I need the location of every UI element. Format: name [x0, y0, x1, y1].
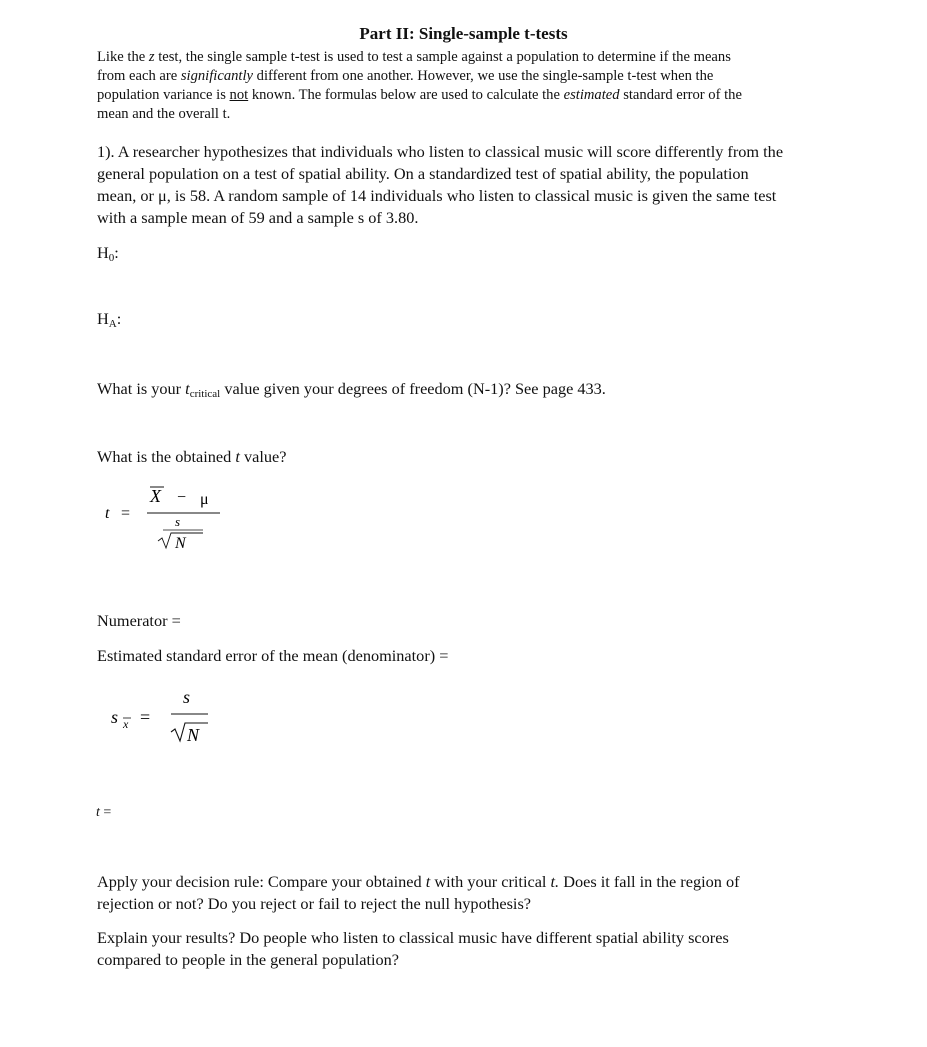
formula2-equals: =: [140, 707, 151, 727]
intro-paragraph: [97, 48, 837, 124]
decision-line-1: Apply your decision rule: Compare your obtained t with your critical t. Does it fall in the region of: [97, 872, 740, 891]
formula-s: s: [175, 514, 181, 529]
formula-sample-mean: X: [150, 486, 161, 506]
obtained-t-question: What is the obtained t value?: [97, 447, 287, 466]
standard-error-formula: [105, 683, 225, 748]
question-1-line-2: general population on a test of spatial ability. On a standardized test of spatial ability, the population: [97, 164, 749, 183]
formula-equals: =: [121, 505, 131, 522]
intro-line-2: from each are significantly different from one another. However, we use the single-sample t-test when the: [97, 68, 714, 84]
question-1-line-1: 1). A researcher hypothesizes that individuals who listen to classical music will score differently from the: [97, 142, 784, 161]
formula-t-symbol: t: [105, 505, 110, 522]
null-hypothesis-label: $H_0$:: [97, 243, 119, 264]
page-title: Part II: Single-sample t-tests: [359, 24, 568, 43]
question-1-line-3: mean, or μ, is 58. A random sample of 14 individuals who listen to classical music is given the same test: [97, 186, 777, 205]
formula-minus: −: [177, 489, 187, 506]
t-formula: [95, 480, 235, 555]
decision-rule-paragraph: [97, 871, 740, 915]
formula2-x-subscript: x: [123, 717, 129, 731]
intro-line-3: population variance is not known. The formulas below are used to calculate the estimated standard error of the: [97, 87, 742, 103]
question-1: [97, 141, 847, 229]
critical-value-question: What is your $t_{critical}$ value given your degrees of freedom (N-1)? See page 433.: [97, 379, 606, 400]
explain-paragraph: [97, 927, 729, 971]
question-1-line-4: with a sample mean of 59 and a sample s of 3.80.: [97, 208, 419, 227]
formula-mu: μ: [200, 491, 209, 508]
standard-error-label: Estimated standard error of the mean (denominator) =: [97, 646, 449, 665]
decision-line-2: rejection or not? Do you reject or fail to reject the null hypothesis?: [97, 894, 532, 913]
explain-line-2: compared to people in the general population?: [97, 950, 399, 969]
formula-n: N: [175, 535, 186, 552]
intro-line-1: Like the z test, the single sample t-test is used to test a sample against a population to determine if the means: [97, 49, 731, 65]
t-equals-label: t =: [96, 805, 112, 820]
numerator-label: Numerator =: [97, 611, 181, 630]
intro-line-4: mean and the overall t.: [97, 106, 231, 122]
formula2-numerator-s: s: [183, 687, 191, 707]
alternative-hypothesis-label: $H_A$:: [97, 309, 122, 330]
formula2-n: N: [187, 725, 200, 745]
explain-line-1: Explain your results? Do people who listen to classical music have different spatial ability scores: [97, 928, 729, 947]
formula2-s: s: [111, 707, 119, 727]
